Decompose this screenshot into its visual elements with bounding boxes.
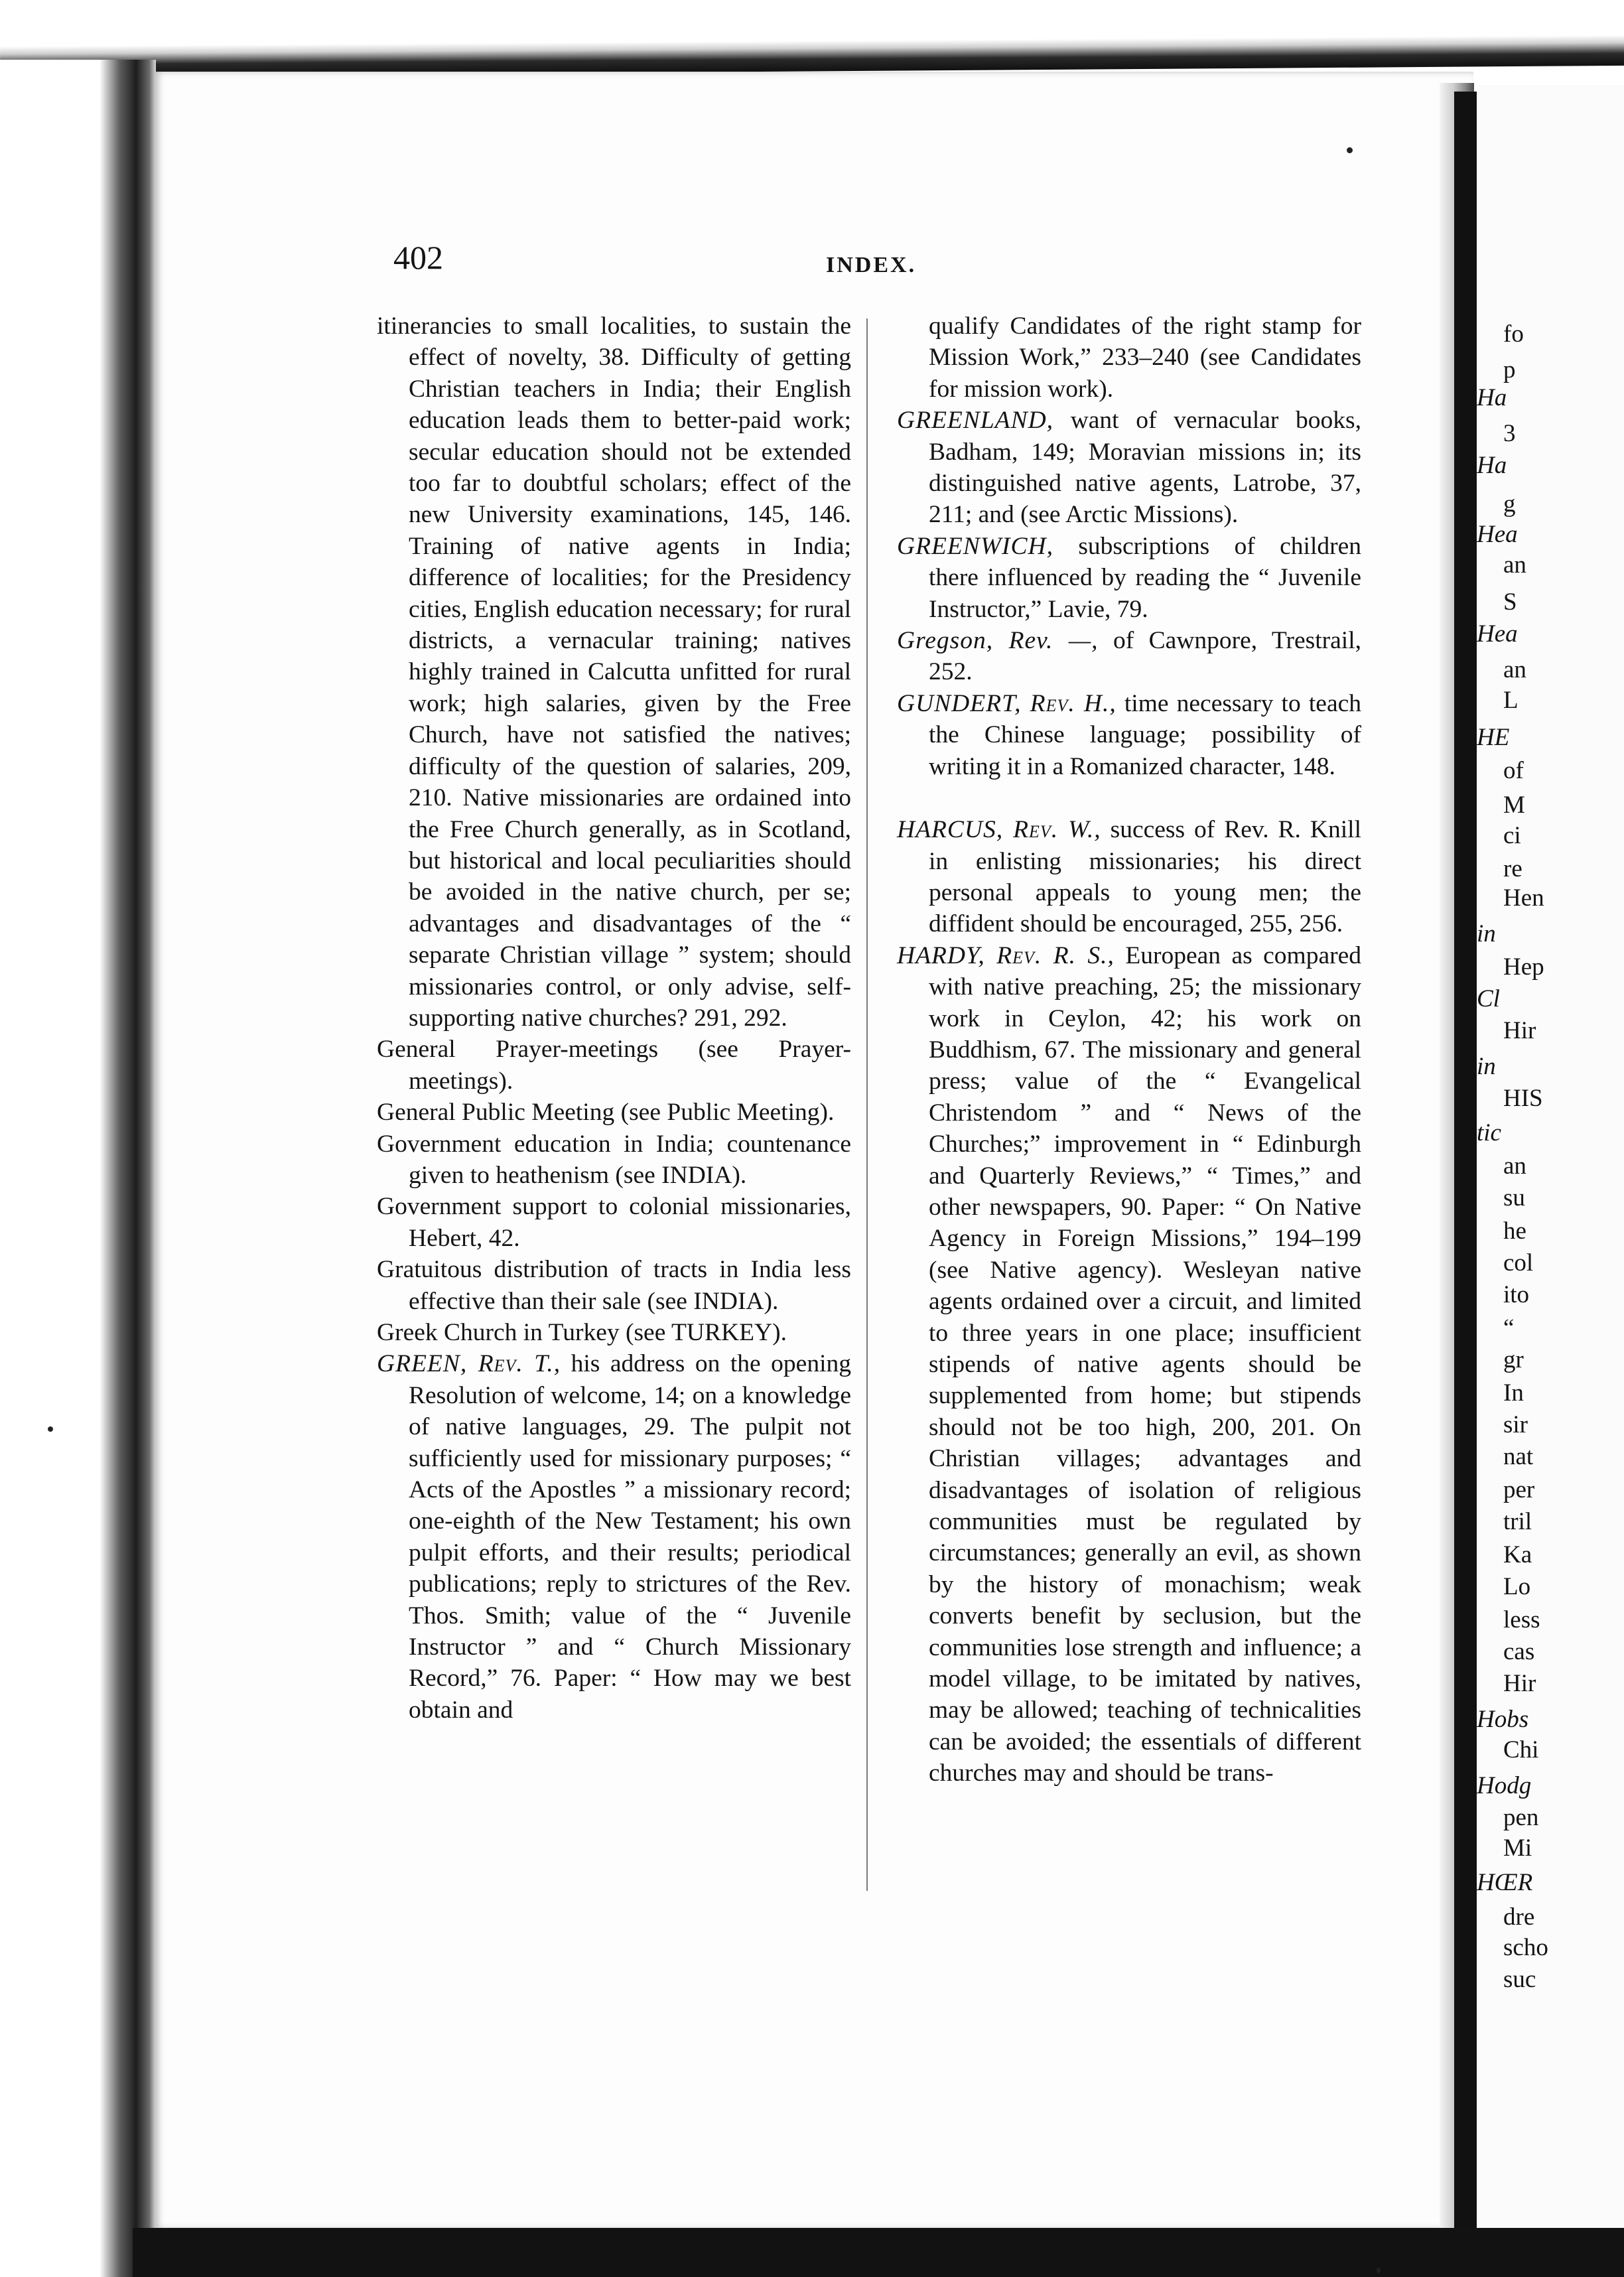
entry-heading: HARDY, Rev. R. S., [897,941,1115,969]
adjacent-page-line: an [1503,656,1526,683]
adjacent-page-line: he [1503,1217,1526,1245]
index-column-left [377,310,851,1903]
adjacent-page-line: Ha [1477,384,1507,411]
adjacent-page-line: re [1503,855,1522,882]
entry-heading: GUNDERT, Rev. H., [897,689,1116,717]
adjacent-page-line: Hea [1477,521,1518,548]
entry-heading: GREEN, Rev. T., [377,1350,561,1378]
index-entry [377,1191,851,1254]
adjacent-page-line: cas [1503,1638,1535,1665]
page-number: 402 [393,239,443,276]
adjacent-page-line: suc [1503,1966,1536,1993]
entry-text: General Public Meeting (see Public Meeting). [377,1099,835,1127]
adjacent-page-line: ci [1503,822,1521,849]
column-divider [866,318,868,1891]
entry-heading: HARCUS, Rev. W., [897,816,1101,844]
adjacent-page-line: HE [1477,724,1510,751]
adjacent-page-line: Lo [1503,1573,1531,1600]
entry-text: Government education in India; countenance given to heathenism (see INDIA). [377,1130,851,1189]
adjacent-page-line: Ka [1503,1541,1532,1568]
adjacent-page-line: ito [1503,1281,1530,1308]
adjacent-page-line: Chi [1503,1736,1539,1763]
adjacent-page-line: scho [1503,1934,1548,1961]
adjacent-page-line: Hep [1503,953,1544,981]
entry-text: Greek Church in Turkey (see TURKEY). [377,1319,787,1346]
entry-heading: Gregson, Rev. —, [897,627,1099,655]
adjacent-page-line: S [1503,588,1517,616]
adjacent-page-line: g [1503,490,1516,518]
entry-heading: GREENLAND, [897,407,1054,435]
adjacent-page-line: Cl [1477,985,1500,1012]
adjacent-page-line: p [1503,356,1516,383]
adjacent-page-line: of [1503,757,1524,784]
adjacent-page-line: sir [1503,1411,1528,1438]
adjacent-page-line: tic [1477,1119,1501,1146]
entry-text: of Cawnpore, Trestrail, 252. [929,627,1362,686]
scan-speck [1347,147,1353,153]
adjacent-page-line: in [1477,1053,1496,1080]
book-spine-shadow [0,60,156,2277]
adjacent-page-line: Hir [1503,1670,1536,1697]
adjacent-page-line: Hea [1477,620,1518,648]
scan-speck [48,1426,53,1432]
entry-text: subscriptions of children there influenced by reading the “ Juvenile Instructor,” Lavie, 79. [929,532,1361,623]
index-entry [377,1097,851,1128]
adjacent-page-line: col [1503,1249,1534,1276]
adjacent-page-line: In [1503,1379,1524,1407]
adjacent-page-line: Hen [1503,884,1544,912]
scan-bottom-shadow [133,2228,1624,2277]
entry-text: his address on the opening Resolution of welcome, 14; on a knowledge of native languages, 29. The pulpit not sufficiently used for missionary purposes; “ Acts of the Apostles ” a missionary record; one-eighth of the New Testament; his own pulpit efforts, and their results; periodical publications; reply to strictures of the Rev. Thos. Smith; value of the “ Juvenile Instructor ” and “ Church Missionary Record,” 76. Paper: “ How may we best obtain and [409,1350,851,1724]
adjacent-page-line: 3 [1503,420,1516,447]
adjacent-page-line: gr [1503,1346,1524,1373]
index-entry [897,688,1361,782]
entry-text: itinerancies to small localities, to sustain the effect of novelty, 38. Difficulty of getting Christian teachers in India; their English education leads them to better-paid work; secular education should not be extended too far to doubtful scholars; effect of the new University examinations, 145, 146. Training of native agents in India; difference of localities; for the Presidency cities, English education necessary; for rural districts, a vernacular training; natives highly trained in Calcutta unfitted for rural work; high salaries, given by the Free Church, have not satisfied the natives; difficulty of the question of salaries, 209, 210. Native missionaries are ordained into the Free Church generally, as in Scotland, but historical and local peculiarities should be avoided in the native church, per se; advantages and disadvantages of the “ separate Christian village ” system; should missionaries control, or only advise, self-supporting native churches? 291, 292. [377,312,851,1032]
adjacent-page-line: Hodg [1477,1772,1532,1799]
entry-text: want of vernacular books, Badham, 149; Moravian missions in; its distinguished native agents, Latrobe, 37, 211; and (see Arctic Missions). [929,407,1361,529]
index-entry [377,1129,851,1192]
index-entry [897,405,1361,531]
adjacent-page-line: dre [1503,1903,1535,1931]
entry-text: European as compared with native preaching, 25; the missionary work in Ceylon, 42; his work on Buddhism, 67. The missionary and general press; value of the “ Evangelical Christendom ” and “ News of the Churches;” improvement in “ Edinburgh and Quarterly Reviews,” “ Times,” and other newspapers, 90. Paper: “ On Native Agency in Foreign Missions,” 194–199 (see Native agency). Wesleyan native agents ordained over a circuit, and limited to three years in one place; insufficient stipends of native agents should be supplemented from home; but stipends should not be too high, 200, 201. On Christian villages; advantages and disadvantages of isolation of religious communities must be regulated by circumstances; generally an evil, as shown by the history of monachism; weak converts benefit by seclusion, but the communities lose strength and influence; a model village, to be imitated by natives, may be allowed; teaching of technicalities can be avoided; the essentials of different churches may and should be trans- [929,941,1362,1787]
index-entry [377,310,851,1034]
index-entry [377,1254,851,1317]
adjacent-page-line: nat [1503,1443,1534,1470]
adjacent-page-line: HŒR [1477,1869,1533,1896]
adjacent-page-line: fo [1503,320,1524,348]
adjacent-page-line: Hir [1503,1017,1536,1044]
adjacent-page-line: L [1503,687,1519,714]
entry-text: Government support to colonial missionaries, Hebert, 42. [377,1193,851,1252]
index-entry [897,814,1361,940]
adjacent-page-fragment [1477,85,1624,2229]
adjacent-page-line: Ha [1477,452,1507,479]
adjacent-page-line: an [1503,1152,1526,1180]
adjacent-page-line: M [1503,792,1525,819]
entry-text: General Prayer-meetings (see Prayer-meetings). [377,1036,851,1095]
entry-text: time necessary to teach the Chinese language; possibility of writing it in a Romanized character, 148. [929,689,1361,780]
index-entry [897,940,1361,1789]
page-fold-edge [1454,92,1477,2229]
adjacent-page-line: Hobs [1477,1706,1529,1733]
index-column-right [897,310,1361,1903]
index-entry [897,531,1361,625]
adjacent-page-line: pen [1503,1804,1539,1831]
adjacent-page-line: tril [1503,1508,1532,1535]
index-entry [897,625,1361,688]
adjacent-page-line: Mi [1503,1834,1532,1862]
index-entry [897,310,1361,405]
entry-text: Gratuitous distribution of tracts in India less effective than their sale (see INDIA). [377,1256,851,1315]
adjacent-page-line: less [1503,1606,1540,1633]
adjacent-page-line: su [1503,1184,1525,1211]
running-title: INDEX. [826,253,917,277]
adjacent-page-line: per [1503,1476,1535,1503]
adjacent-page-line: in [1477,920,1496,947]
scan-speck [1377,2268,1381,2273]
adjacent-page-line: an [1503,551,1526,579]
entry-heading: GREENWICH, [897,532,1054,560]
index-entry [377,1348,851,1726]
entry-text: qualify Candidates of the right stamp for Mission Work,” 233–240 (see Candidates for mission work). [929,312,1361,403]
letter-section-gap [897,782,1361,814]
entry-text: success of Rev. R. Knill in enlisting missionaries; his direct personal appeals to young men; the diffident should be encouraged, 255, 256. [929,816,1361,938]
index-entry [377,1317,851,1348]
adjacent-page-line: HIS [1503,1085,1543,1112]
adjacent-page-line: “ [1503,1314,1515,1342]
index-entry [377,1034,851,1097]
